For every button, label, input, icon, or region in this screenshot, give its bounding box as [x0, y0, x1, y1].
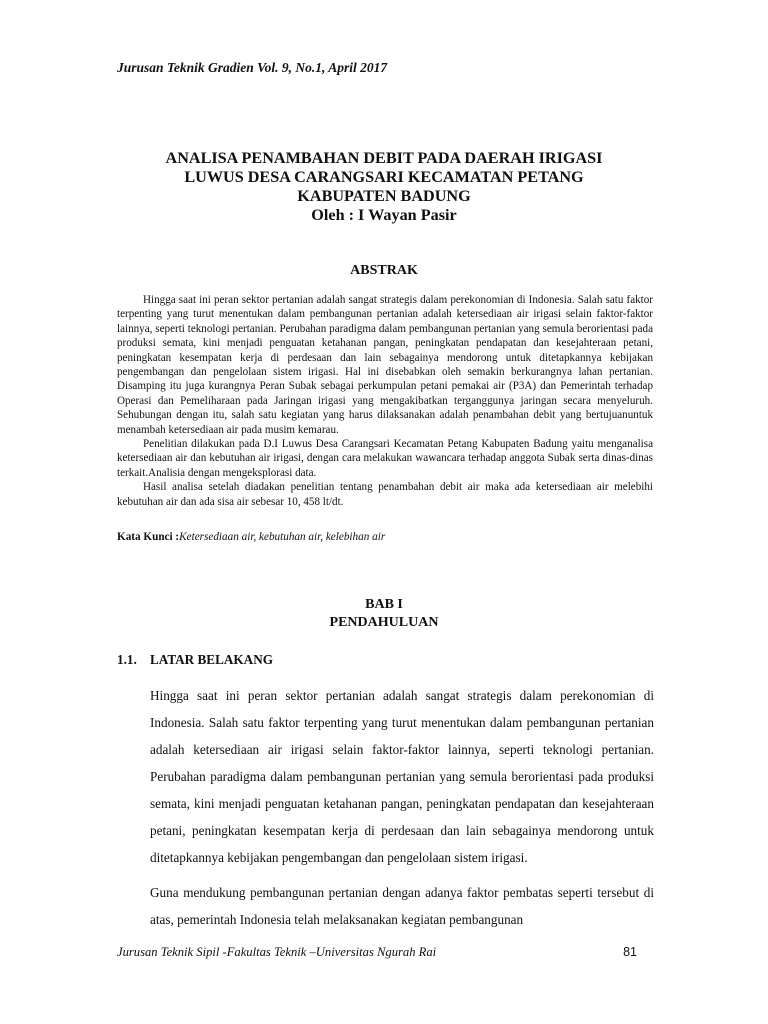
keywords-label: Kata Kunci :: [117, 531, 180, 543]
body-paragraph-1: Hingga saat ini peran sektor pertanian adalah sangat strategis dalam perekonomian di Indonesia. Salah satu faktor terpenting yang turut menentukan dalam pembangunan pertanian adalah ketersediaan air irigasi selain faktor-faktor lainnya, seperti teknologi pertanian. Perubahan paradigma dalam pembangunan pertanian yang semula berorientasi pada produksi semata, kini menjadi penguatan ketahanan pangan, peningkatan pendapatan dan kesejahteraan petani, peningkatan kesempatan kerja di perdesaan dan lain sebagainya mendorong untuk ditetapkannya kebijakan pengembangan dan pengelolaan sistem irigasi.: [150, 688, 654, 865]
abstract-paragraph-2: Penelitian dilakukan pada D.I Luwus Desa Carangsari Kecamatan Petang Kabupaten Badung yaitu menganalisa ketersediaan air dan kebutuhan air irigasi, dengan cara melakukan wawancara terhadap anggota Subak serta dinas-dinas terkait.Analisia dengan mengeksplorasi data.: [117, 438, 653, 479]
abstract-body: [117, 293, 653, 509]
chapter-title: PENDAHULUAN: [329, 615, 439, 630]
paper-title: [100, 149, 668, 225]
chapter-number: BAB I: [365, 597, 403, 612]
page-number: 81: [623, 945, 637, 959]
title-line-3: KABUPATEN BADUNG: [297, 187, 471, 205]
page-footer: [117, 945, 637, 960]
abstract-paragraph-1: Hingga saat ini peran sektor pertanian adalah sangat strategis dalam perekonomian di Indonesia. Salah satu faktor terpenting yang turut menentukan dalam pembangunan pertanian adalah ketersediaan air irigasi selain faktor-faktor lainnya, seperti teknologi pertanian. Perubahan paradigma dalam pembangunan pertanian yang semula berorientasi pada produksi semata, kini menjadi penguatan ketahanan pangan, peningkatan pendapatan dan kesejahteraan petani, peningkatan kesempatan kerja di perdesaan dan lain sebagainya mendorong untuk ditetapkannya kebijakan pengembangan dan pengelolaan sistem irigasi. Hal ini disebabkan oleh semakin berkurangnya lahan pertanian. Disamping itu juga kurangnya Peran Subak sebagai perkumpulan petani pemakai air (P3A) dan Pemerintah terhadap Operasi dan Pemeliharaan pada Jaringan irigasi yang mengakibatkan terganggunya jaringan secara menyeluruh. Sehubungan dengan itu, salah satu kegiatan yang harus dilaksanakan adalah penambahan debit yang bertujuanuntuk menambah ketersediaan air pada musim kemarau.: [117, 294, 653, 436]
journal-header: Jurusan Teknik Gradien Vol. 9, No.1, April 2017: [117, 60, 388, 75]
section-heading: [117, 652, 273, 668]
footer-institution: Jurusan Teknik Sipil -Fakultas Teknik –Universitas Ngurah Rai: [117, 945, 437, 959]
section-body: [150, 682, 654, 941]
body-paragraph-2: Guna mendukung pembangunan pertanian dengan adanya faktor pembatas seperti tersebut di atas, pemerintah Indonesia telah melaksanakan kegiatan pembangunan: [150, 885, 654, 927]
title-line-1: ANALISA PENAMBAHAN DEBIT PADA DAERAH IRIGASI: [165, 149, 603, 167]
section-number: 1.1.: [117, 652, 137, 667]
keywords: [117, 531, 385, 543]
abstract-paragraph-3: Hasil analisa setelah diadakan penelitian tentang penambahan debit air maka ada ketersediaan air melebihi kebutuhan air dan ada sisa air sebesar 10, 458 lt/dt.: [117, 481, 653, 508]
abstract-heading: ABSTRAK: [350, 263, 418, 278]
keywords-value: Ketersediaan air, kebutuhan air, kelebihan air: [179, 531, 386, 543]
author-line: Oleh : I Wayan Pasir: [311, 206, 457, 224]
section-title: LATAR BELAKANG: [150, 652, 273, 667]
chapter-heading: [100, 596, 668, 632]
title-line-2: LUWUS DESA CARANGSARI KECAMATAN PETANG: [184, 168, 584, 186]
